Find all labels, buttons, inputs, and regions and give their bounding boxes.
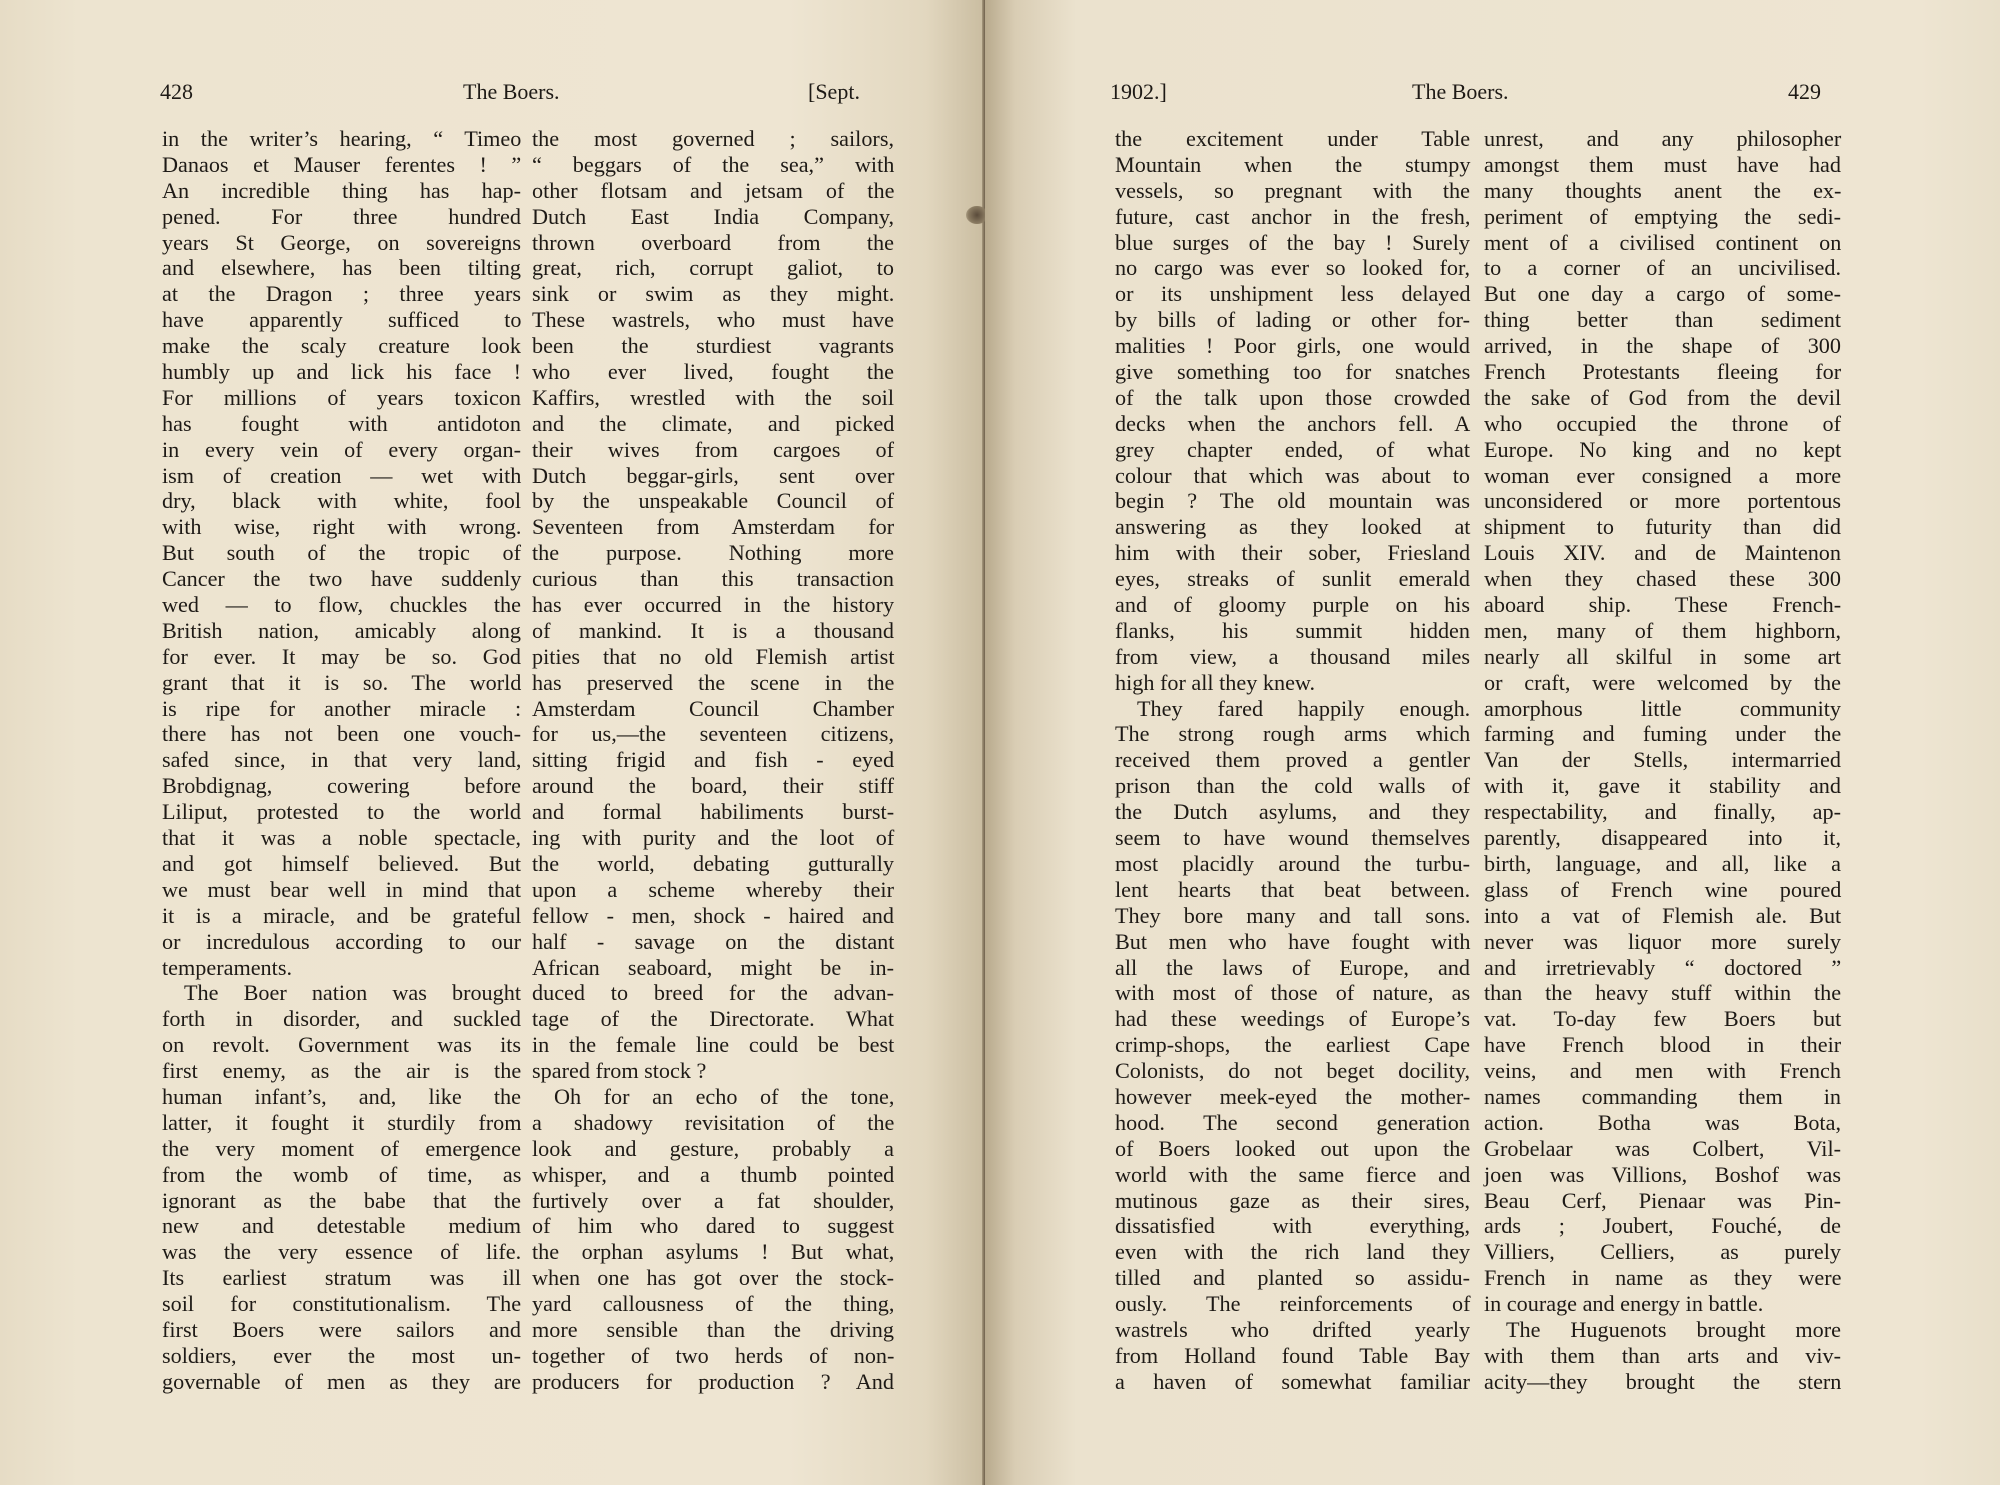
text-line: the orphan asylums ! But what,: [532, 1239, 895, 1265]
text-line: Dutch beggar-girls, sent over: [532, 462, 895, 488]
text-line: however meek-eyed the mother-: [1115, 1083, 1471, 1109]
text-line: lent hearts that beat between.: [1115, 876, 1471, 902]
text-line: first Boers were sailors and: [162, 1316, 521, 1342]
text-line: and the climate, and picked: [532, 410, 895, 436]
text-line: farming and fuming under the: [1484, 721, 1842, 747]
text-line: amongst them must have had: [1484, 151, 1841, 177]
text-line: seem to have wound themselves: [1115, 825, 1470, 851]
text-line: give something too for snatches: [1115, 359, 1471, 385]
text-line: ism of creation — wet with: [162, 462, 522, 488]
text-line: of Boers looked out upon the: [1115, 1135, 1471, 1161]
text-line: of mankind. It is a thousand: [532, 617, 894, 643]
text-line: hood. The second generation: [1115, 1109, 1470, 1135]
text-line: prison than the cold walls of: [1115, 773, 1471, 799]
text-line: thrown overboard from the: [532, 229, 894, 255]
text-line: more sensible than the driving: [532, 1316, 894, 1342]
text-line: never was liquor more surely: [1484, 928, 1841, 954]
text-line: pities that no old Flemish artist: [532, 643, 895, 669]
text-line: other flotsam and jetsam of the: [532, 177, 895, 203]
text-line: future, cast anchor in the fresh,: [1115, 203, 1471, 229]
text-line: duced to breed for the advan-: [532, 980, 894, 1006]
text-line: African seaboard, might be in-: [532, 954, 894, 980]
text-line: periment of emptying the sedi-: [1484, 203, 1841, 229]
text-line: malities ! Poor girls, one would: [1115, 333, 1470, 359]
text-line: decks when the anchors fell. A: [1115, 410, 1471, 436]
text-line: has fought with antidoton: [162, 410, 521, 436]
text-column-right-1: [1115, 126, 1470, 1395]
text-line: dissatisfied with everything,: [1115, 1213, 1470, 1239]
text-line: with them than arts and viv-: [1484, 1342, 1841, 1368]
text-line: An incredible thing has hap-: [162, 177, 521, 203]
running-title-right: The Boers.: [1412, 79, 1509, 104]
text-line: and irretrievably “ doctored ”: [1484, 954, 1842, 980]
text-line: or incredulous according to our: [162, 928, 521, 954]
text-line: high for all they knew.: [1115, 669, 1316, 695]
text-line: from the womb of time, as: [162, 1161, 522, 1187]
text-line: Louis XIV. and de Maintenon: [1484, 540, 1841, 566]
text-line: the most governed ; sailors,: [532, 126, 894, 151]
text-line: They bore many and tall sons.: [1115, 902, 1471, 928]
text-line: and formal habiliments burst-: [532, 799, 895, 825]
text-line: amorphous little community: [1484, 695, 1841, 721]
text-line: “ beggars of the sea,” with: [532, 151, 895, 177]
text-line: names commanding them in: [1484, 1083, 1841, 1109]
text-line: look and gesture, probably a: [532, 1135, 895, 1161]
text-line: unrest, and any philosopher: [1484, 126, 1842, 151]
text-line: had these weedings of Europe’s: [1115, 1006, 1470, 1032]
text-line: For millions of years toxicon: [162, 384, 521, 410]
text-line: Seventeen from Amsterdam for: [532, 514, 895, 540]
text-line: in the female line could be best: [532, 1032, 895, 1058]
text-line: vessels, so pregnant with the: [1115, 177, 1470, 203]
text-line: it is a miracle, and be grateful: [162, 902, 522, 928]
text-line: great, rich, corrupt galiot, to: [532, 255, 894, 281]
text-line: parently, disappeared into it,: [1484, 825, 1841, 851]
text-line: action. Botha was Bota,: [1484, 1109, 1841, 1135]
text-line: tage of the Directorate. What: [532, 1006, 894, 1032]
text-line: from view, a thousand miles: [1115, 643, 1470, 669]
text-line: temperaments.: [162, 954, 292, 980]
text-line: the excitement under Table: [1115, 126, 1471, 151]
text-line: latter, it fought it sturdily from: [162, 1109, 522, 1135]
text-line: the sake of God from the devil: [1484, 384, 1842, 410]
text-line: with wise, right with wrong.: [162, 514, 522, 540]
text-line: world with the same fierce and: [1115, 1161, 1471, 1187]
text-line: wed — to flow, chuckles the: [162, 592, 521, 618]
text-line: is ripe for another miracle :: [162, 695, 522, 721]
text-line: to a corner of an uncivilised.: [1484, 255, 1841, 281]
text-line: joen was Villions, Boshof was: [1484, 1161, 1841, 1187]
text-line: and elsewhere, has been tilting: [162, 255, 521, 281]
text-line: Danaos et Mauser ferentes ! ”: [162, 151, 522, 177]
text-line: Cancer the two have suddenly: [162, 566, 522, 592]
text-line: the purpose. Nothing more: [532, 540, 894, 566]
text-line: been the sturdiest vagrants: [532, 333, 894, 359]
text-line: spared from stock ?: [532, 1058, 707, 1084]
text-line: nearly all skilful in some art: [1484, 643, 1841, 669]
text-line: into a vat of Flemish ale. But: [1484, 902, 1842, 928]
text-line: when they chased these 300: [1484, 566, 1841, 592]
text-line: Kaffirs, wrestled with the soil: [532, 384, 894, 410]
text-line: in every vein of every organ-: [162, 436, 521, 462]
text-line: shipment to futurity than did: [1484, 514, 1841, 540]
page-number-left: 428: [160, 79, 193, 104]
text-line: The Boer nation was brought: [184, 980, 521, 1006]
text-line: on revolt. Government was its: [162, 1032, 522, 1058]
text-line: of the talk upon those crowded: [1115, 384, 1471, 410]
text-line: by the unspeakable Council of: [532, 488, 894, 514]
text-line: veins, and men with French: [1484, 1058, 1841, 1084]
text-line: ing with purity and the loot of: [532, 825, 895, 851]
text-line: respectability, and finally, ap-: [1484, 799, 1841, 825]
text-line: dry, black with white, fool: [162, 488, 521, 514]
text-line: The strong rough arms which: [1115, 721, 1471, 747]
text-line: the world, debating gutturally: [532, 850, 894, 876]
text-line: eyes, streaks of sunlit emerald: [1115, 566, 1471, 592]
text-line: and of gloomy purple on his: [1115, 592, 1470, 618]
right-page: [985, 0, 2000, 1485]
text-line: sitting frigid and fish - eyed: [532, 747, 895, 773]
text-line: humbly up and lick his face !: [162, 359, 521, 385]
text-line: around the board, their stiff: [532, 773, 894, 799]
text-line: whisper, and a thumb pointed: [532, 1161, 895, 1187]
text-line: for us,—the seventeen citizens,: [532, 721, 894, 747]
text-line: unconsidered or more portentous: [1484, 488, 1841, 514]
text-line: answering as they looked at: [1115, 514, 1471, 540]
text-line: pened. For three hundred: [162, 203, 521, 229]
text-line: Mountain when the stumpy: [1115, 151, 1471, 177]
text-line: has ever occurred in the history: [532, 592, 895, 618]
text-line: colour that which was about to: [1115, 462, 1470, 488]
text-column-left-2: [532, 126, 894, 1395]
text-line: fellow - men, shock - haired and: [532, 902, 894, 928]
text-line: governable of men as they are: [162, 1368, 521, 1394]
text-line: Oh for an echo of the tone,: [554, 1083, 895, 1109]
text-line: from Holland found Table Bay: [1115, 1342, 1470, 1368]
text-line: years St George, on sovereigns: [162, 229, 522, 255]
page-number-right: 429: [1788, 79, 1821, 104]
text-line: Liliput, protested to the world: [162, 799, 521, 825]
running-title-left: The Boers.: [463, 79, 560, 104]
text-line: who occupied the throne of: [1484, 410, 1841, 436]
text-line: But south of the tropic of: [162, 540, 521, 566]
text-line: Dutch East India Company,: [532, 203, 895, 229]
text-line: Its earliest stratum was ill: [162, 1265, 521, 1291]
text-line: thing better than sediment: [1484, 307, 1841, 333]
text-line: British nation, amicably along: [162, 617, 521, 643]
text-line: Europe. No king and no kept: [1484, 436, 1842, 462]
text-line: have apparently sufficed to: [162, 307, 522, 333]
text-line: birth, language, and all, like a: [1484, 850, 1841, 876]
text-line: French Protestants fleeing for: [1484, 359, 1842, 385]
text-line: make the scaly creature look: [162, 333, 521, 359]
text-line: a shadowy revisitation of the: [532, 1109, 895, 1135]
text-line: blue surges of the bay ! Surely: [1115, 229, 1470, 255]
text-line: wastrels who drifted yearly: [1115, 1316, 1471, 1342]
text-line: the Dutch asylums, and they: [1115, 799, 1471, 825]
text-line: there has not been one vouch-: [162, 721, 521, 747]
text-line: crimp-shops, the earliest Cape: [1115, 1032, 1470, 1058]
text-line: The Huguenots brought more: [1506, 1316, 1841, 1342]
text-line: received them proved a gentler: [1115, 747, 1470, 773]
text-line: and got himself believed. But: [162, 850, 521, 876]
text-line: human infant’s, and, like the: [162, 1083, 521, 1109]
text-line: Colonists, do not beget docility,: [1115, 1058, 1471, 1084]
text-line: glass of French wine poured: [1484, 876, 1842, 902]
text-line: sink or swim as they might.: [532, 281, 895, 307]
text-line: But men who have fought with: [1115, 928, 1471, 954]
text-line: their wives from cargoes of: [532, 436, 894, 462]
text-line: furtively over a fat shoulder,: [532, 1187, 895, 1213]
text-line: him with their sober, Friesland: [1115, 540, 1471, 566]
text-line: soldiers, ever the most un-: [162, 1342, 521, 1368]
text-line: flanks, his summit hidden: [1115, 617, 1470, 643]
text-line: arrived, in the shape of 300: [1484, 333, 1841, 359]
text-line: in courage and energy in battle.: [1484, 1291, 1764, 1317]
text-line: grey chapter ended, of what: [1115, 436, 1471, 462]
text-line: grant that it is so. The world: [162, 669, 522, 695]
text-line: that it was a noble spectacle,: [162, 825, 521, 851]
text-line: who ever lived, fought the: [532, 359, 894, 385]
text-line: new and detestable medium: [162, 1213, 522, 1239]
date-mark-left: [Sept.: [808, 79, 860, 104]
text-line: the very moment of emergence: [162, 1135, 521, 1161]
text-line: ards ; Joubert, Fouché, de: [1484, 1213, 1841, 1239]
text-line: French in name as they were: [1484, 1265, 1842, 1291]
text-line: begin ? The old mountain was: [1115, 488, 1470, 514]
text-line: in the writer’s hearing, “ Timeo: [162, 126, 522, 151]
text-line: tilled and planted so assidu-: [1115, 1265, 1470, 1291]
text-line: But one day a cargo of some-: [1484, 281, 1841, 307]
text-line: These wastrels, who must have: [532, 307, 894, 333]
text-line: when one has got over the stock-: [532, 1265, 895, 1291]
text-line: all the laws of Europe, and: [1115, 954, 1470, 980]
text-line: Grobelaar was Colbert, Vil-: [1484, 1135, 1841, 1161]
text-line: ously. The reinforcements of: [1115, 1291, 1471, 1317]
text-line: than the heavy stuff within the: [1484, 980, 1842, 1006]
text-column-left-1: [162, 126, 521, 1395]
text-line: was the very essence of life.: [162, 1239, 522, 1265]
text-line: many thoughts anent the ex-: [1484, 177, 1842, 203]
text-line: half - savage on the distant: [532, 928, 895, 954]
text-line: together of two herds of non-: [532, 1342, 895, 1368]
text-line: no cargo was ever so looked for,: [1115, 255, 1470, 281]
text-line: ignorant as the babe that the: [162, 1187, 521, 1213]
text-line: or its unshipment less delayed: [1115, 281, 1471, 307]
text-line: woman ever consigned a more: [1484, 462, 1842, 488]
text-line: at the Dragon ; three years: [162, 281, 521, 307]
text-line: with most of those of nature, as: [1115, 980, 1471, 1006]
text-line: for ever. It may be so. God: [162, 643, 521, 669]
text-line: with it, gave it stability and: [1484, 773, 1841, 799]
text-line: even with the rich land they: [1115, 1239, 1471, 1265]
text-line: a haven of somewhat familiar: [1115, 1368, 1470, 1394]
text-line: They fared happily enough.: [1137, 695, 1471, 721]
text-line: curious than this transaction: [532, 566, 894, 592]
text-line: yard callousness of the thing,: [532, 1291, 895, 1317]
text-line: soil for constitutionalism. The: [162, 1291, 522, 1317]
text-line: we must bear well in mind that: [162, 876, 521, 902]
text-line: Amsterdam Council Chamber: [532, 695, 894, 721]
text-line: men, many of them highborn,: [1484, 617, 1841, 643]
text-line: Brobdignag, cowering before: [162, 773, 521, 799]
text-line: Villiers, Celliers, as purely: [1484, 1239, 1841, 1265]
text-line: mutinous gaze as their sires,: [1115, 1187, 1470, 1213]
text-line: or craft, were welcomed by the: [1484, 669, 1841, 695]
text-line: Van der Stells, intermarried: [1484, 747, 1841, 773]
text-line: ment of a civilised continent on: [1484, 229, 1842, 255]
text-line: acity—they brought the stern: [1484, 1368, 1842, 1394]
text-line: first enemy, as the air is the: [162, 1058, 522, 1084]
text-line: by bills of lading or other for-: [1115, 307, 1470, 333]
text-line: Beau Cerf, Pienaar was Pin-: [1484, 1187, 1841, 1213]
text-line: safed since, in that very land,: [162, 747, 522, 773]
text-line: has preserved the scene in the: [532, 669, 895, 695]
date-mark-right: 1902.]: [1110, 79, 1167, 104]
text-line: have French blood in their: [1484, 1032, 1842, 1058]
text-line: aboard ship. These French-: [1484, 592, 1842, 618]
left-page: [0, 0, 985, 1485]
text-line: upon a scheme whereby their: [532, 876, 894, 902]
text-line: most placidly around the turbu-: [1115, 850, 1470, 876]
text-column-right-2: [1484, 126, 1841, 1395]
text-line: producers for production ? And: [532, 1368, 894, 1394]
text-line: vat. To-day few Boers but: [1484, 1006, 1842, 1032]
text-line: of him who dared to suggest: [532, 1213, 895, 1239]
text-line: forth in disorder, and suckled: [162, 1006, 521, 1032]
